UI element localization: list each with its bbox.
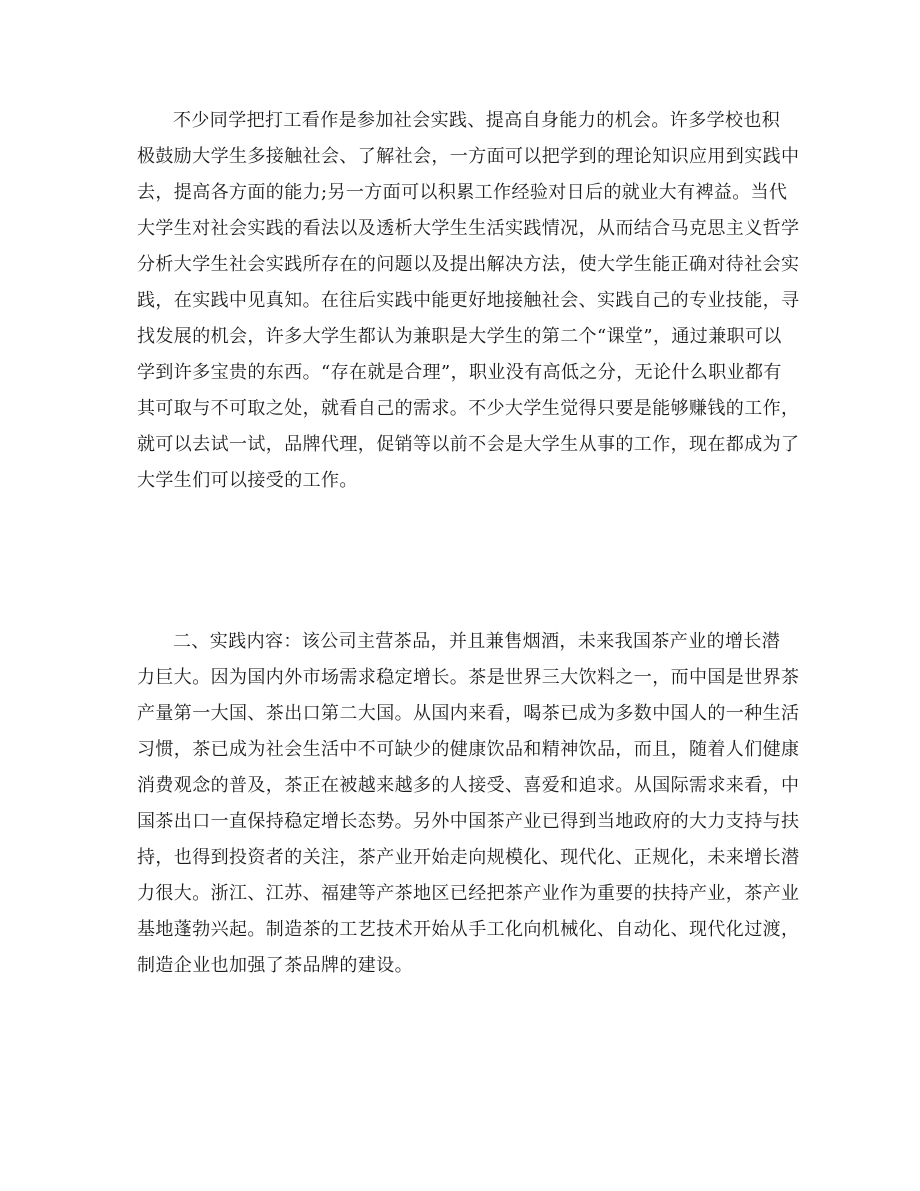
paragraph-line: 其可取与不可取之处，就看自己的需求。不少大学生觉得只要是能够赚钱的工作， <box>137 398 800 419</box>
paragraph-line: 产量第一大国、茶出口第二大国。从国内来看，喝茶已成为多数中国人的一种生活 <box>137 703 800 724</box>
paragraph-line: 找发展的机会，许多大学生都认为兼职是大学生的第二个“课堂”，通过兼职可以 <box>137 326 782 347</box>
paragraph-practice-content <box>137 624 800 984</box>
paragraph-line: 大学生对社会实践的看法以及透析大学生生活实践情况，从而结合马克思主义哲学 <box>137 218 800 239</box>
paragraph-line: 基地蓬勃兴起。制造茶的工艺技术开始从手工化向机械化、自动化、现代化过渡， <box>137 919 800 940</box>
paragraph-line: 力巨大。因为国内外市场需求稳定增长。茶是世界三大饮料之一，而中国是世界茶 <box>137 667 800 688</box>
paragraph-social-practice <box>137 103 800 499</box>
paragraph-line: 大学生们可以接受的工作。 <box>137 470 358 491</box>
paragraph-line: 极鼓励大学生多接触社会、了解社会，一方面可以把学到的理论知识应用到实践中 <box>137 146 800 167</box>
paragraph-line: 制造企业也加强了茶品牌的建设。 <box>137 955 413 976</box>
paragraph-line: 习惯，茶已成为社会生活中不可缺少的健康饮品和精神饮品，而且，随着人们健康 <box>137 739 800 760</box>
paragraph-line: 去，提高各方面的能力;另一方面可以积累工作经验对日后的就业大有裨益。当代 <box>137 182 788 203</box>
paragraph-line: 持，也得到投资者的关注，茶产业开始走向规模化、现代化、正规化，未来增长潜 <box>137 847 800 868</box>
paragraph-line: 就可以去试一试，品牌代理，促销等以前不会是大学生从事的工作，现在都成为了 <box>137 434 800 455</box>
paragraph-line: 力很大。浙江、江苏、福建等产茶地区已经把茶产业作为重要的扶持产业，茶产业 <box>137 883 800 904</box>
paragraph-line: 学到许多宝贵的东西。“存在就是合理”，职业没有高低之分，无论什么职业都有 <box>137 362 782 383</box>
paragraph-line: 消费观念的普及，茶正在被越来越多的人接受、喜爱和追求。从国际需求来看，中 <box>137 775 800 796</box>
paragraph-line: 二、实践内容：该公司主营茶品，并且兼售烟酒，未来我国茶产业的增长潜 <box>173 631 781 652</box>
paragraph-line: 不少同学把打工看作是参加社会实践、提高自身能力的机会。许多学校也积 <box>173 110 781 131</box>
paragraph-line: 国茶出口一直保持稳定增长态势。另外中国茶产业已得到当地政府的大力支持与扶 <box>137 811 800 832</box>
paragraph-line: 践，在实践中见真知。在往后实践中能更好地接触社会、实践自己的专业技能，寻 <box>137 290 800 311</box>
paragraph-line: 分析大学生社会实践所存在的问题以及提出解决方法，使大学生能正确对待社会实 <box>137 254 800 275</box>
